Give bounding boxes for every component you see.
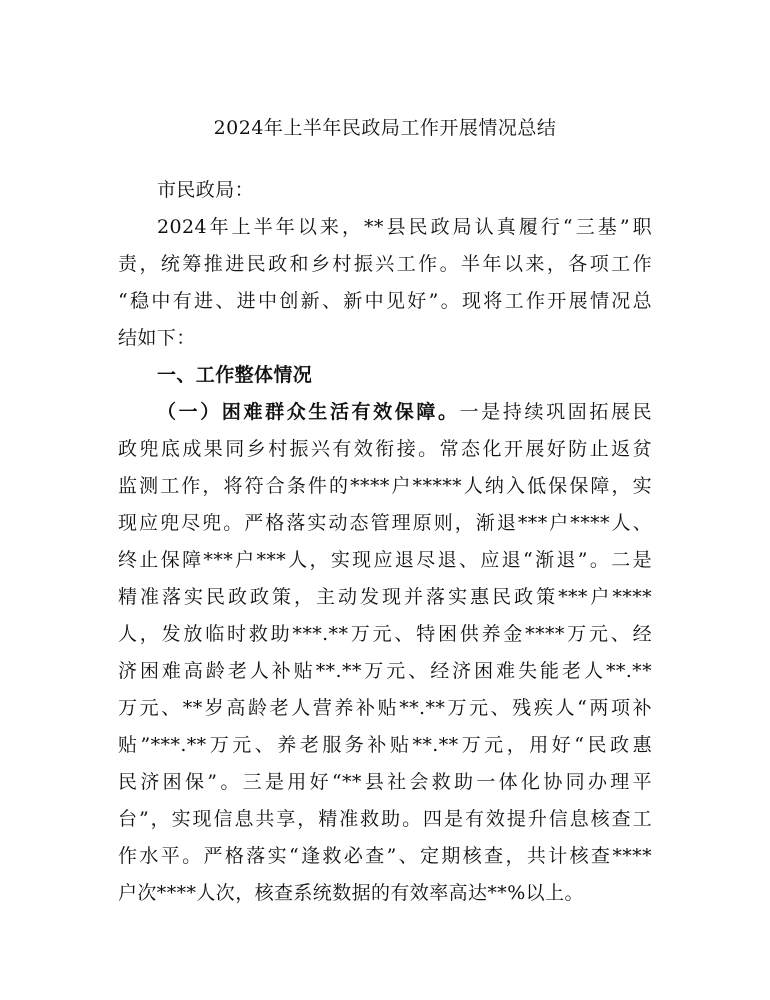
document-title: 2024年上半年民政局工作开展情况总结 (213, 117, 557, 139)
intro-line: 结如下： (118, 327, 196, 349)
intro-line: “稳中有进、进中创新、新中见好”。现将工作开展情况总 (118, 290, 652, 312)
body-line: 台”，实现信息共享，精准救助。四是有效提升信息核查工 (118, 808, 652, 830)
document-body (118, 172, 652, 912)
body-line: 民济困保”。三是用好“**县社会救助一体化协同办理平 (118, 771, 652, 793)
body-line: 人，发放临时救助***.**万元、特困供养金****万元、经 (118, 623, 652, 645)
subsection-first-line (118, 394, 652, 431)
intro-line: 责，统筹推进民政和乡村振兴工作。半年以来，各项工作 (118, 253, 652, 275)
subsection-lead: （一）困难群众生活有效保障。 (157, 401, 460, 423)
intro-line: 2024年上半年以来，**县民政局认真履行“三基”职 (157, 216, 652, 238)
body-line: 监测工作，将符合条件的****户*****人纳入低保保障，实 (118, 475, 652, 497)
body-line: 户次****人次，核查系统数据的有效率高达**%以上。 (118, 882, 584, 904)
body-line: 精准落实民政政策，主动发现并落实惠民政策***户**** (118, 586, 652, 608)
salutation: 市民政局： (157, 179, 255, 201)
body-line: 终止保障***户***人，实现应退尽退、应退“渐退”。二是 (118, 549, 652, 571)
body-line: 贴”***.**万元、养老服务补贴**.**万元，用好“民政惠 (118, 734, 652, 756)
section-heading: 一、工作整体情况 (157, 364, 313, 386)
body-line: 万元、**岁高龄老人营养补贴**.**万元、残疾人“两项补 (118, 697, 652, 719)
body-line: 现应兜尽兜。严格落实动态管理原则，渐退***户****人、 (118, 512, 652, 534)
body-line: 政兜底成果同乡村振兴有效衔接。常态化开展好防止返贫 (118, 438, 652, 460)
body-line: 济困难高龄老人补贴**.**万元、经济困难失能老人**.** (118, 660, 652, 682)
body-line: 作水平。严格落实“逢救必查”、定期核查，共计核查**** (118, 845, 652, 867)
subsection-first-line-rest: 一是持续巩固拓展民 (459, 401, 652, 423)
